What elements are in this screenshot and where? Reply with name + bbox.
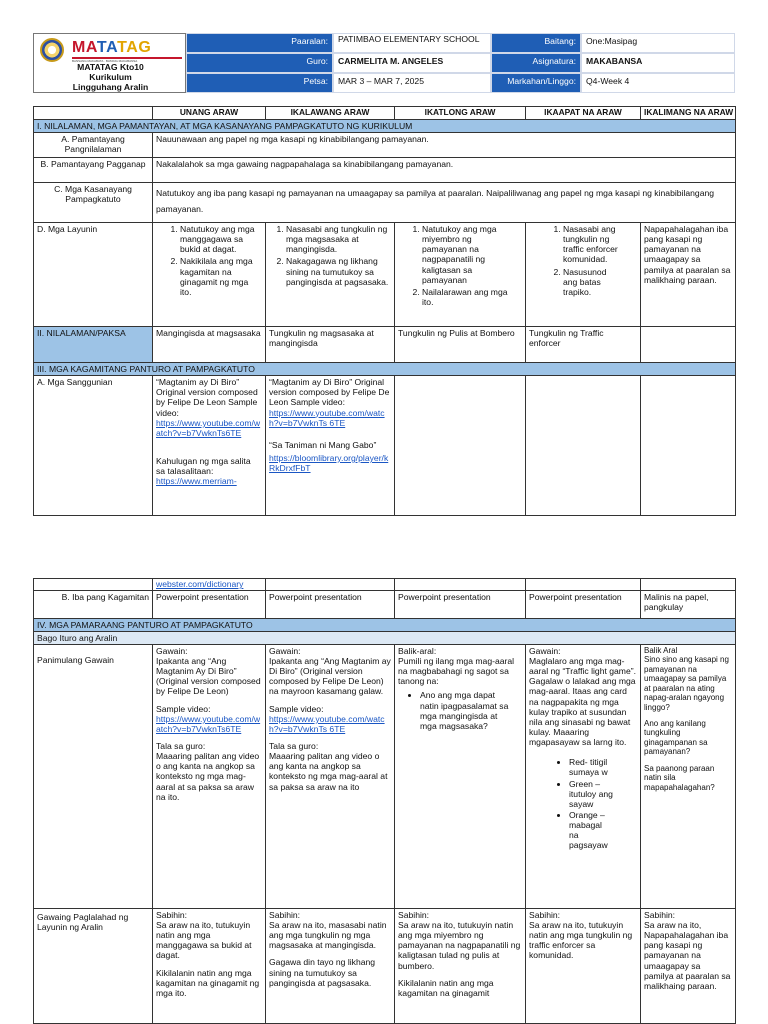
row-label: II. NILALAMAN/PAKSA xyxy=(34,327,153,363)
asignatura-value: MAKABANSA xyxy=(581,53,735,73)
baitang-value: One:Masipag xyxy=(581,33,735,53)
section-title: III. MGA KAGAMITANG PANTURO AT PAMPAGKATUTO xyxy=(34,363,736,376)
row-label: A. Mga Sanggunian xyxy=(34,376,153,516)
guro-value: CARMELITA M. ANGELES xyxy=(333,53,491,73)
table-row xyxy=(34,327,736,363)
dictionary-link[interactable]: https://www.merriam- xyxy=(156,476,237,487)
day-header: IKAAPAT NA ARAW xyxy=(526,107,641,120)
panimula-cell: Gawain: Ipakanta ang “Ang Magtanim Ay Di Biro” (Original version composed by Felipe De Leon) Sample video: https://www.youtube.com/watch?v=b7VwknTs6TE Tala sa guro: Maaaring palitan ang video o ang kanta na angkop sa konteksto ng mga mag-aaral at sa paksa sa araw na ito. xyxy=(153,644,266,908)
panimula-cell: Balik-aral: Pumili ng ilang mga mag-aaral na magbabahagi ng sagot sa tanong na: • Ano ang mga dapat natin ipagpasalamat sa mga mangingisda at mga magsasaka? xyxy=(395,644,526,908)
bloomlibrary-link[interactable]: https://bloomlibrary.org/player/kRkDrxfFbT xyxy=(269,453,389,474)
corner-cell xyxy=(34,107,153,120)
markahan-label: Markahan/Linggo: xyxy=(491,73,581,93)
panimula-cell: Balik Aral Sino sino ang kasapi ng pamayanan na umaagapay sa pamilya at paaralan na ating napag-aralan ngayong linggo? Ano ang kanilang tungkuling ginagampanan sa pamayanan? Sa paanong paraan natin sila mapapahalagahan? xyxy=(641,644,736,908)
kagamitan-cell: Powerpoint presentation xyxy=(266,590,395,618)
table-row xyxy=(34,644,736,908)
day-header: IKALAWANG ARAW xyxy=(266,107,395,120)
table-row xyxy=(34,579,736,591)
panimula-cell: Gawain: Maglalaro ang mga mag-aaral ng “Traffic light game”. Gagalaw o lalakad ang mga mag-aaral. Itaas ang card na nagpapakita ng mga kulay trapiko at susundan nila ang sinasabi ng bawat kulay. Maaaring mgapasayaw sa larng ito. • Red- titigil sumaya w • Green – itutuloy ang sayaw • Orange – mabagal na pagsayaw xyxy=(526,644,641,908)
panimula-cell: Gawain: Ipakanta ang “Ang Magtanim ay Di Biro” (Original version composed by Felipe De Leon) na mayroon kasamang galaw. Sample video: https://www.youtube.com/watch?v=b7VwknTs 6TE Tala sa guro: Maaaring palitan ang video o ang kanta na angkop sa konteksto ng mga mag-aaral at sa paksa sa araw na ito xyxy=(266,644,395,908)
row-label: A. Pamantayang Pangnilalaman xyxy=(34,133,153,158)
kagamitan-cell: Powerpoint presentation xyxy=(395,590,526,618)
petsa-value: MAR 3 – MAR 7, 2025 xyxy=(333,73,491,93)
row-label: B. Iba pang Kagamitan xyxy=(34,590,153,618)
youtube-link[interactable]: https://www.youtube.com/watch?v=b7VwknTs6TE xyxy=(156,417,261,438)
table-row xyxy=(34,590,736,618)
day-header: IKATLONG ARAW xyxy=(395,107,526,120)
dictionary-link[interactable]: webster.com/dictionary xyxy=(156,579,244,589)
paksa-cell: Tungkulin ng magsasaka at mangingisda xyxy=(266,327,395,363)
logo-caption: MATATAG Kto10 Kurikulum Lingguhang Aralin xyxy=(72,62,149,92)
kagamitan-cell: Powerpoint presentation xyxy=(526,590,641,618)
kagamitan-cell: Powerpoint presentation xyxy=(153,590,266,618)
section-row xyxy=(34,363,736,376)
logo-tagline: BANSANG MAKABATA · BATANG MAKABANSA xyxy=(72,59,138,63)
lesson-table-page1 xyxy=(33,106,736,516)
table-row xyxy=(34,133,736,158)
paksa-cell: Tungkulin ng Pulis at Bombero xyxy=(395,327,526,363)
youtube-link[interactable]: https://www.youtube.com/watch?v=b7VwknTs6TE xyxy=(156,713,261,734)
asignatura-label: Asignatura: xyxy=(491,53,581,73)
row-text: Nauunawaan ang papel ng mga kasapi ng kinabibilangang pamayanan. xyxy=(153,133,736,158)
paglalahad-cell: Sabihin: Sa araw na ito, masasabi natin ang mga tungkulin ng mga magsasaka at mangingisda. Gagawa din tayo ng likhang sining na tumutukoy sa pangingisda at pagsasaka. xyxy=(266,908,395,1023)
paksa-cell xyxy=(641,327,736,363)
paglalahad-cell: Sabihin: Sa araw na ito, tutukuyin natin ang mga manggagawa sa bukid at dagat. Kikilalanin natin ang mga kagamitan na ginagamit ng mga ito. xyxy=(153,908,266,1023)
paglalahad-cell: Sabihin: Sa araw na ito, tutukuyin natin ang mga miyembro ng pamayanan na nagpapanatili ng kaligtasan tulad ng pulis at bumbero. Kikilalanin natin ang mga kagamitan na ginagamit xyxy=(395,908,526,1023)
table-row xyxy=(34,158,736,183)
baitang-label: Baitang: xyxy=(491,33,581,53)
header xyxy=(33,33,735,93)
section-title: I. NILALAMAN, MGA PAMANTAYAN, AT MGA KASANAYANG PAMPAGKATUTO NG KURIKULUM xyxy=(34,119,736,132)
paaralan-label: Paaralan: xyxy=(186,33,333,53)
kagamitan-cell: Malinis na papel, pangkulay xyxy=(641,590,736,618)
logo-wordmark: MATATAG xyxy=(72,39,152,56)
day-header: UNANG ARAW xyxy=(153,107,266,120)
layunin-cell: 1. Nasasabi ang tungkulin ng mga magsasaka at mangingisda. 2. Nakagagawa ng likhang sining na tumutukoy sa pangingisda at pagsasaka. xyxy=(266,223,395,327)
subsection-row xyxy=(34,631,736,644)
paglalahad-cell: Sabihin: Sa araw na ito, tutukuyin natin ang mga tungkulin ng traffic enforcer sa komunidad. xyxy=(526,908,641,1023)
row-text: Nakalalahok sa mga gawaing nagpapahalaga sa kinabibilangang pamayanan. xyxy=(153,158,736,183)
row-label: Gawaing Paglalahad ng Layunin ng Aralin xyxy=(34,908,153,1023)
logo-block xyxy=(33,33,186,93)
paksa-cell: Mangingisda at magsasaka xyxy=(153,327,266,363)
layunin-cell: Napapahalagahan iba pang kasapi ng pamayanan na umaagapay sa pamilya at paaralan sa malikhaing paraan. xyxy=(641,223,736,327)
section-title: IV. MGA PAMARAANG PANTURO AT PAMPAGKATUTO xyxy=(34,618,736,631)
paksa-cell: Tungkulin ng Traffic enforcer xyxy=(526,327,641,363)
continuation-cell xyxy=(153,579,266,591)
sanggunian-cell: “Magtanim ay Di Biro” Original version composed by Felipe De Leon Sample video: https://www.youtube.com/watch?v=b7VwknTs 6TE “Sa Taniman ni Mang Gabo” https://bloomlibrary.org/player/kRkDrxfFbT xyxy=(266,376,395,516)
sanggunian-cell: “Magtanim ay Di Biro” Original version composed by Felipe De Leon Sample video: https://www.youtube.com/watch?v=b7VwknTs6TE Kahulugan ng mga salita sa talasalitaan: https://www.merriam- xyxy=(153,376,266,516)
youtube-link[interactable]: https://www.youtube.com/watch?v=b7VwknTs 6TE xyxy=(269,407,385,428)
paaralan-value: PATIMBAO ELEMENTARY SCHOOL xyxy=(333,33,491,53)
row-label: Panimulang Gawain xyxy=(34,644,153,908)
section-row xyxy=(34,119,736,132)
table-row xyxy=(34,376,736,516)
lesson-table-page2 xyxy=(33,578,736,1024)
layunin-cell: 1. Nasasabi ang tungkulin ng traffic enforcer komunidad. 2. Nasusunod ang batas trapiko. xyxy=(526,223,641,327)
day-header-row xyxy=(34,107,736,120)
table-row xyxy=(34,908,736,1023)
subsection-title: Bago Ituro ang Aralin xyxy=(34,631,736,644)
petsa-label: Petsa: xyxy=(186,73,333,93)
row-label: B. Pamantayang Pagganap xyxy=(34,158,153,183)
guro-label: Guro: xyxy=(186,53,333,73)
layunin-cell: 1. Natutukoy ang mga manggagawa sa bukid at dagat. 2. Nakikilala ang mga kagamitan na ginagamit ng mga ito. xyxy=(153,223,266,327)
row-text: Natutukoy ang iba pang kasapi ng pamayanan na umaagapay sa pamilya at paaralan. Naipaliliwanag ang papel ng mga kasapi ng kinabibilangang pamayanan. xyxy=(153,183,736,223)
youtube-link[interactable]: https://www.youtube.com/watch?v=b7VwknTs 6TE xyxy=(269,713,385,734)
row-label: D. Mga Layunin xyxy=(34,223,153,327)
paglalahad-cell: Sabihin: Sa araw na ito, Napapahalagahan iba pang kasapi ng pamayanan na umaagapay sa pamilya at paaralan sa malikhaing paraan. xyxy=(641,908,736,1023)
day-header: IKALIMANG NA ARAW xyxy=(641,107,736,120)
deped-seal-icon xyxy=(40,38,64,62)
markahan-value: Q4-Week 4 xyxy=(581,73,735,93)
row-label: C. Mga Kasanayang Pampagkatuto xyxy=(34,183,153,223)
table-row xyxy=(34,223,736,327)
layunin-cell: 1. Natutukoy ang mga miyembro ng pamayanan na nagpapanatili ng kaligtasan sa pamayanan 2. Nailalarawan ang mga ito. xyxy=(395,223,526,327)
section-row xyxy=(34,618,736,631)
table-row xyxy=(34,183,736,223)
